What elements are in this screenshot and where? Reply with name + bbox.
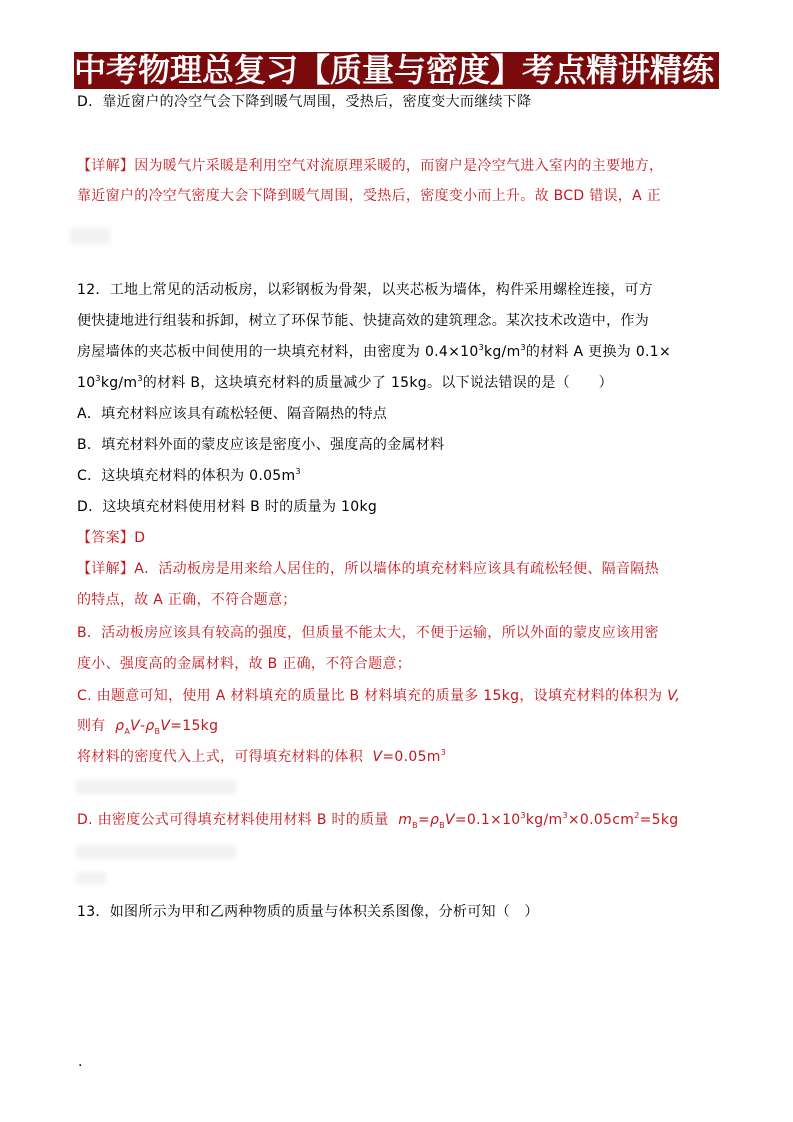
- q12-detail-c3-post: =0.05m: [382, 749, 441, 765]
- var-m: m: [398, 812, 413, 828]
- q12-option-d: D．这块填充材料使用材料 B 时的质量为 10kg: [77, 499, 378, 515]
- faded-mark: [76, 845, 236, 859]
- sub-b: B: [412, 820, 418, 830]
- q12-detail-a1: [77, 559, 659, 579]
- exponent: 3: [478, 343, 484, 352]
- q12-detail-c2-pre: 则有: [77, 718, 106, 734]
- q12-detail-d-mid: =0.1×10: [454, 812, 521, 828]
- var-v: V: [130, 718, 140, 734]
- faded-mark: [70, 228, 110, 244]
- q11-detail-line-2: 靠近窗户的冷空气密度大会下降到暖气周围，受热后，密度变小而上升。故 BCD 错误，A 正: [77, 188, 662, 204]
- q12-option-a: A．填充材料应该具有疏松轻便、隔音隔热的特点: [77, 406, 388, 422]
- banner-title: 中考物理总复习【质量与密度】考点精讲精练: [74, 52, 719, 89]
- detail-tag: 【详解】: [77, 158, 135, 174]
- q12-detail-d-unit: kg/m: [525, 812, 563, 828]
- q12-detail-c2: 则有 $\rho_AV-\rho_BV=15kg$: [77, 718, 219, 736]
- rho: ρ: [115, 718, 125, 734]
- q12-answer-line: [77, 528, 145, 548]
- q12-detail-c1-text: C. 由题意可知，使用 A 材料填充的质量比 B 材料填充的质量多 15kg，设填充材料的体积为: [77, 688, 663, 704]
- exponent: 3: [137, 374, 143, 383]
- faded-mark: [76, 780, 236, 794]
- q12-detail-d-pre: D. 由密度公式可得填充材料使用材料 B 时的质量: [77, 812, 389, 828]
- q12-stem-line-3: [77, 342, 671, 362]
- q12-stem-4c: 的材料 B，这块填充材料的质量减少了 15kg。以下说法错误的是（ ）: [142, 375, 613, 391]
- q12-stem-4a: 10: [77, 375, 96, 391]
- answer-value: D: [134, 530, 146, 546]
- q12-stem-4b: kg/m: [100, 375, 138, 391]
- q12-stem-line-4: [77, 373, 613, 393]
- var-v: V: [160, 718, 171, 734]
- q12-option-b: B．填充材料外面的蒙皮应该是密度小、强度高的金属材料: [77, 437, 445, 453]
- q12-detail-d-post2: =5kg: [639, 812, 679, 828]
- rho: ρ: [145, 718, 155, 734]
- q12-stem-3b: kg/m: [483, 344, 521, 360]
- detail-tag: 【详解】: [77, 561, 135, 577]
- q12-detail-c3: [77, 747, 446, 767]
- q12-detail-b2: 度小、强度高的金属材料，故 B 正确，不符合题意；: [77, 656, 412, 672]
- q12-stem-line-2: 便快捷地进行组装和拆卸，树立了环保节能、快捷高效的建筑理念。某次技术改造中，作为: [77, 313, 649, 329]
- sub-b: B: [154, 726, 161, 736]
- answer-tag: 【答案】: [77, 530, 135, 546]
- exponent: 3: [295, 467, 301, 476]
- exponent: 3: [520, 811, 526, 820]
- q12-stem-3a: 房屋墙体的夹芯板中间使用的一块填充材料，由密度为 0.4×10: [77, 344, 479, 360]
- q12-detail-a1-text: A．活动板房是用来给人居住的，所以墙体的填充材料应该具有疏松轻便、隔音隔热: [134, 561, 659, 577]
- sub-a: A: [124, 726, 131, 736]
- q12-detail-c2-post: =15kg: [170, 718, 219, 734]
- q12-detail-b1: B．活动板房应该具有较高的强度，但质量不能太大，不便于运输，所以外面的蒙皮应该用密: [77, 625, 659, 641]
- q12-detail-d: D. 由密度公式可得填充材料使用材料 B 时的质量 $m_B=\rho_BV=0.1\times 10^3kg/m^3\times 0.05cm^2=5kg$: [77, 811, 679, 830]
- exponent: 3: [440, 748, 447, 757]
- q12-detail-d-post1: ×0.05cm: [567, 812, 635, 828]
- q11-detail-line-1: [77, 156, 663, 176]
- q12-detail-c1: [77, 686, 680, 706]
- q12-stem-line-1: 12．工地上常见的活动板房，以彩钢板为骨架，以夹芯板为墙体，构件采用螺栓连接，可方: [77, 282, 654, 298]
- q13-stem: 13．如图所示为甲和乙两种物质的质量与体积关系图像，分析可知（ ）: [77, 904, 539, 920]
- exponent: 3: [95, 374, 101, 383]
- var-v: V: [444, 812, 455, 828]
- exponent: 3: [520, 343, 526, 352]
- exponent: 2: [634, 811, 640, 820]
- q12-option-c-text: C．这块填充材料的体积为 0.05m: [77, 468, 296, 484]
- exponent: 3: [562, 811, 568, 820]
- var-v: V,: [667, 688, 681, 704]
- var-v: V: [372, 749, 383, 765]
- q12-option-c: [77, 466, 301, 486]
- q12-detail-c3-pre: 将材料的密度代入上式，可得填充材料的体积: [77, 749, 363, 765]
- q12-detail-a2: 的特点，故 A 正确，不符合题意；: [77, 592, 297, 608]
- footer-dot: .: [78, 1054, 83, 1070]
- sub-b: B: [439, 820, 445, 830]
- q12-stem-3c: 的材料 A 更换为 0.1×: [525, 344, 672, 360]
- q11-detail-text-1: 因为暖气片采暖是利用空气对流原理采暖的，而窗户是冷空气进入室内的主要地方，: [134, 158, 664, 174]
- q11-option-d: D．靠近窗户的冷空气会下降到暖气周围，受热后，密度变大而继续下降: [77, 94, 532, 110]
- faded-mark: [76, 872, 106, 884]
- rho: ρ: [429, 812, 440, 828]
